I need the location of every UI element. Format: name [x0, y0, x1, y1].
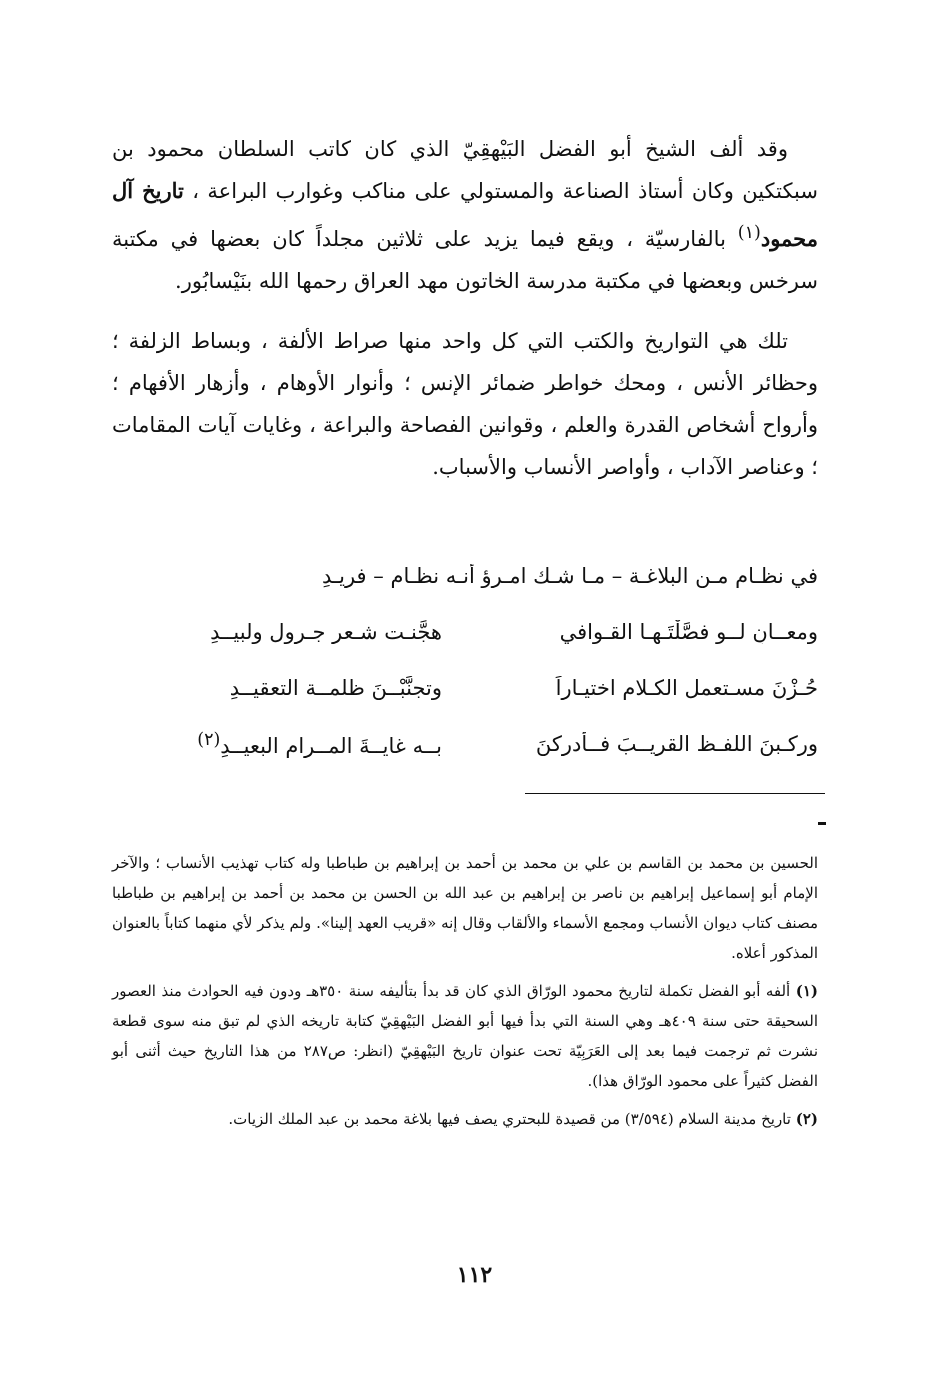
- main-text: [112, 128, 818, 488]
- book-title-tarikh-al-mahmud: تاريخ آل محمود: [112, 178, 818, 251]
- page-number: ١١٢: [456, 1262, 493, 1288]
- poem-verse-4-second-hemistich: [112, 730, 442, 758]
- footnote-ref-2: (٢): [197, 730, 221, 750]
- poem-verse-1-text: في نظـام مـن البلاغـة – مـا شـك امـرؤ أنـه نظـام – فريـدِ: [321, 564, 818, 588]
- paragraph-2: تلك هي التواريخ والكتب التي كل واحد منها صراط الألفة ، وبساط الزلفة ؛ وحظائر الأنس ، ومحك خواطر ضمائر الإنس ؛ وأنوار الأوهام ، وأزهار الأفهام ؛ وأرواح أشخاص القدرة والعلم ، وقوانين الفصاحة والبراعة ، وغايات آيات المقامات ؛ وعناصر الآداب ، وأواصر الأنساب والأسباب.: [112, 329, 818, 479]
- footnote-1: [112, 976, 818, 1096]
- poem-verse-2: [112, 604, 818, 660]
- footnote-dash-mark: [818, 822, 826, 825]
- paragraph-1-text-a: وقد ألف الشيخ أبو الفضل البَيْهقِيّ الذي كان كاتب السلطان محمود بن سبكتكين وكان أستاذ الصناعة والمستولي على مناكب وغوارب البراعة ،: [112, 137, 818, 203]
- poem: [112, 548, 818, 772]
- poem-verse-4-first-hemistich: وركـبنَ اللفـظ القريــبَ فــأدركنَ: [535, 732, 818, 756]
- footnote-1-text: ألفه أبو الفضل تكملة لتاريخ محمود الورّاق الذي كان قد بدأ بتأليفه سنة ٣٥٠هـ ودون فيه الحوادث منذ العصور السحيقة حتى سنة ٤٠٩هـ وهي السنة التي بدأ فيها أبو الفضل البَيْهقِيّ كتابة تاريخه الذي لم تبق منه سوى قطعة نشرت ثم ترجمت فيما بعد إلى العَرَبِيّة تحت عنوان تاريخ البَيْهقِيّ (انظر: ص٢٨٧ من هذا التاريخ حيث أثنى أبو الفضل كثيراً على محمود الورّاق هذا).: [112, 982, 818, 1090]
- poem-verse-1: [112, 548, 818, 604]
- poem-verse-4: [112, 716, 818, 772]
- poem-verse-3-second-hemistich: وتجنَّبْــنَ ظلمــة التعقيــدِ: [229, 676, 442, 700]
- poem-verse-3-first-hemistich: حُـزْنَ مسـتعمل الكـلام اختيـاراً: [555, 676, 818, 700]
- footnote-2-number: (٢): [795, 1110, 818, 1128]
- footnote-2: [112, 1104, 818, 1134]
- poem-verse-4-second-hemistich-text: بــه غايــةَ المــرام البعيــدِ: [220, 734, 442, 758]
- footnotes: [112, 848, 818, 1134]
- poem-verse-2-second-hemistich: هجَّنـت شـعر جـرول ولبيــدِ: [210, 620, 442, 644]
- poem-verse-2-first-hemistich: ومعــانٍ لــو فصَّلْتَـهـا القـوافي: [559, 620, 818, 644]
- paragraph-1-text-b: بالفارسيّة ، ويقع فيما يزيد على ثلاثين مجلداً كان بعضها في مكتبة سرخس وبعضها في مكتبة مدرسة الخاتون مهد العراق رحمها الله بنَيْسابُور.: [112, 227, 818, 293]
- poem-verse-3: [112, 660, 818, 716]
- footnote-continuation: الحسين بن محمد بن القاسم بن علي بن محمد بن أحمد بن إبراهيم بن طباطبا وله كتاب تهذيب الأنساب ؛ والآخر الإمام أبو إسماعيل إبراهيم بن ناصر بن إبراهيم بن عبد الله بن الحسن بن محمد بن أحمد بن إبراهيم بن طباطبا مصنف كتاب ديوان الأنساب ومجمع الأسماء والألقاب وقال إنه «قريب العهد إلينا». ولم يذكر لأي منهما كتاباً بالعنوان المذكور أعلاه.: [112, 854, 818, 962]
- footnote-separator: [525, 793, 825, 794]
- footnote-2-text: تاريخ مدينة السلام (٣/٥٩٤) من قصيدة للبحتري يصف فيها بلاغة محمد بن عبد الملك الزيات.: [228, 1110, 791, 1128]
- footnote-ref-1: (١): [737, 223, 761, 243]
- footnote-1-number: (١): [795, 982, 818, 1000]
- paragraph-1: [112, 128, 818, 302]
